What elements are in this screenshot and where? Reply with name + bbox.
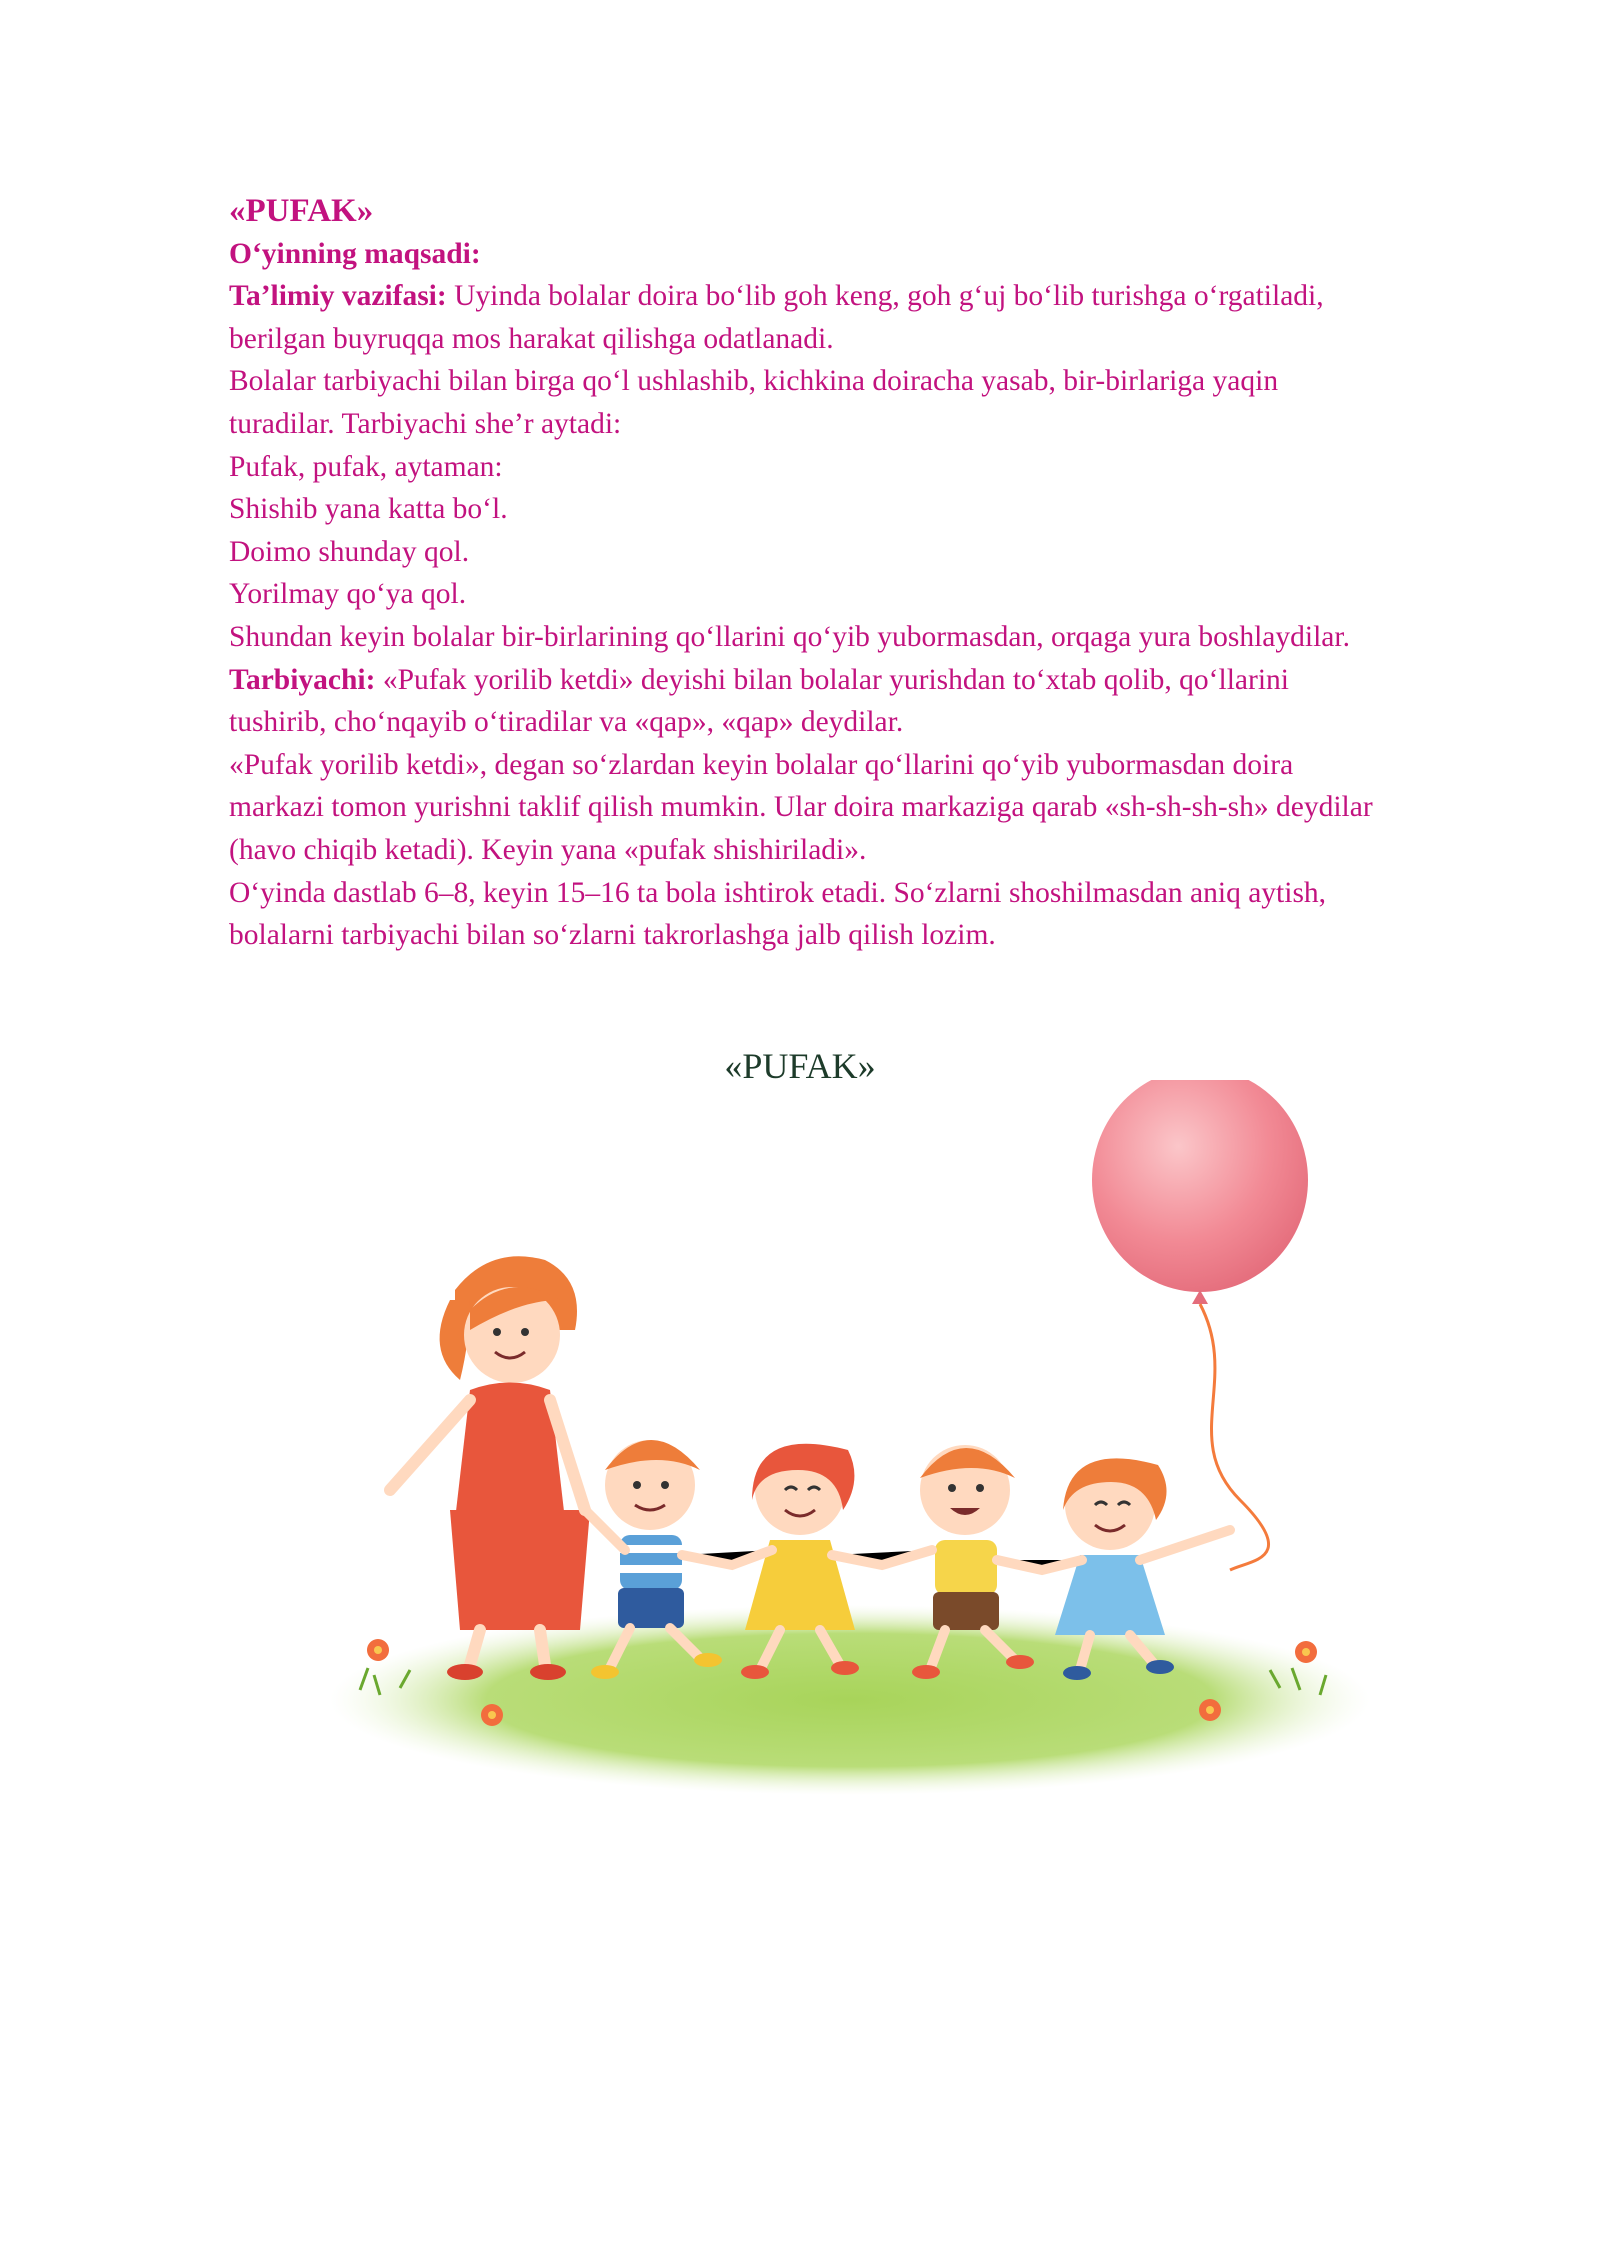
poem-line-1: Pufak, pufak, aytaman:: [229, 450, 503, 483]
teacher-label: Tarbiyachi:: [229, 663, 376, 696]
page-title: «PUFAK»: [229, 193, 374, 229]
poem-line-4: Yorilmay qo‘ya qol.: [229, 578, 467, 611]
figure-title: «PUFAK»: [724, 1046, 876, 1086]
variant-line-3: (havo chiqib ketadi). Keyin yana «pufak shishiriladi».: [229, 833, 867, 866]
teacher-text-1: «Pufak yorilib ketdi» deyishi bilan bolalar yurishdan to‘xtab qolib, qo‘llarini: [375, 663, 1289, 696]
teacher-line-2: tushirib, cho‘nqayib o‘tiradilar va «qap», «qap» deydilar.: [229, 706, 904, 739]
task-text-1: Uyinda bolalar doira bo‘lib goh keng, goh g‘uj bo‘lib turishga o‘rgatiladi,: [446, 280, 1324, 313]
after-poem-line: Shundan keyin bolalar bir-birlarining qo‘llarini qo‘yib yubormasdan, orqaga yura boshlaydilar.: [229, 620, 1350, 653]
intro-line-1: Bolalar tarbiyachi bilan birga qo‘l ushlashib, kichkina doiracha yasab, bir-birlariga yaqin: [229, 365, 1279, 398]
intro-line-2: turadilar. Tarbiyachi she’r aytadi:: [229, 407, 622, 440]
game-description: [229, 190, 1529, 957]
teacher-figure: [390, 1256, 590, 1680]
variant-line-1: «Pufak yorilib ketdi», degan so‘zlardan keyin bolalar qo‘llarini qo‘yib yubormasdan doira: [229, 748, 1294, 781]
task-line-1: [229, 275, 1529, 318]
rules-line-2: bolalarni tarbiyachi bilan so‘zlarni takrorlashga jalb qilish lozim.: [229, 919, 996, 952]
task-line-2: berilgan buyruqqa mos harakat qilishga odatlanadi.: [229, 322, 834, 355]
rules-line-1: O‘yinda dastlab 6–8, keyin 15–16 ta bola ishtirok etadi. So‘zlarni shoshilmasdan aniq aytish,: [229, 876, 1327, 909]
teacher-line-1: [229, 659, 1529, 702]
poem-line-3: Doimo shunday qol.: [229, 535, 470, 568]
variant-line-2: markazi tomon yurishni taklif qilish mumkin. Ular doira markaziga qarab «sh-sh-sh-sh» deydilar: [229, 791, 1373, 824]
task-label: Ta’limiy vazifasi:: [229, 280, 447, 313]
children-with-balloon-illustration: [330, 1080, 1380, 1820]
goal-heading: O‘yinning maqsadi:: [229, 237, 481, 270]
poem-line-2: Shishib yana katta bo‘l.: [229, 493, 508, 526]
